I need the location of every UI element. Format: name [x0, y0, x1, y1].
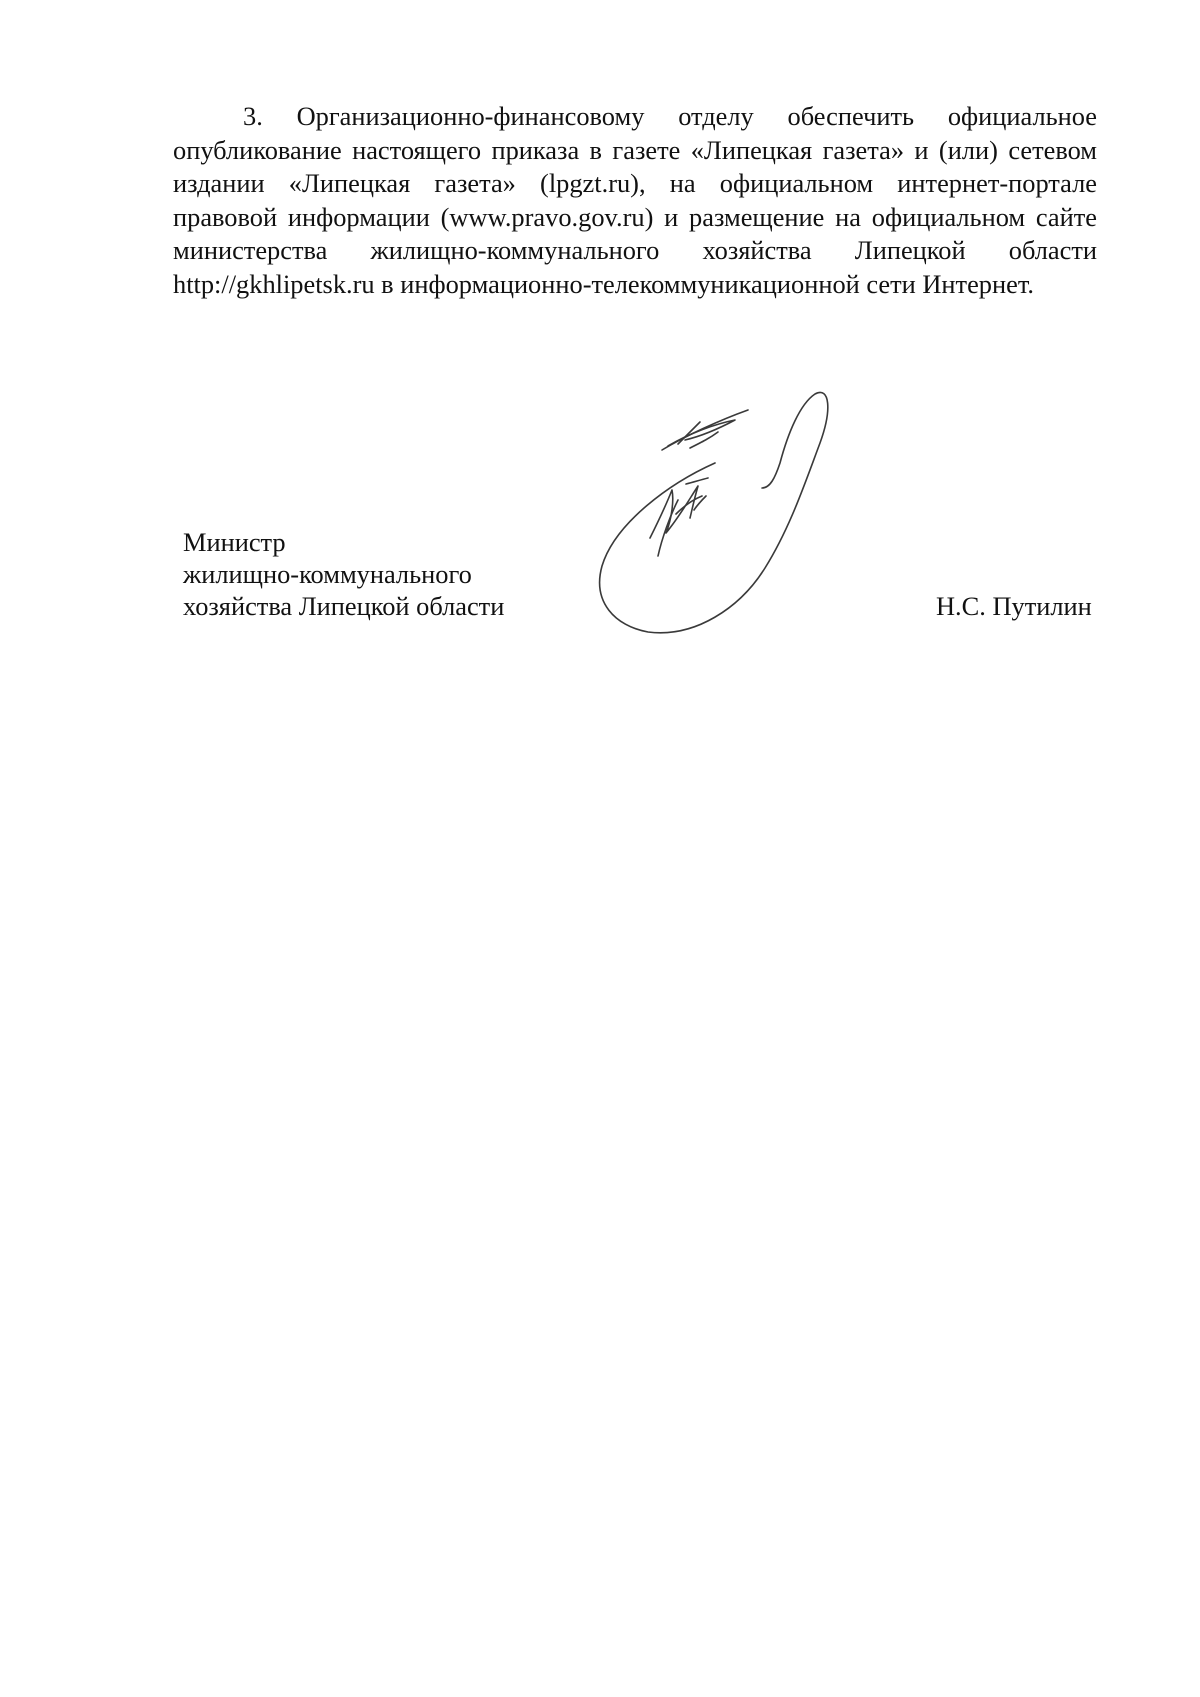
signatory-title-line3: хозяйства Липецкой области [183, 591, 505, 621]
handwritten-signature [590, 388, 870, 638]
signatory-title-line1: Министр [183, 527, 286, 557]
signatory-title-line2: жилищно-коммунального [183, 559, 472, 589]
signatory-title [183, 526, 504, 622]
signatory-name: Н.С. Путилин [936, 591, 1092, 621]
paragraph-3: 3. Организационно-финансовому отделу обеспечить официальное опубликование настоящего приказа в газете «Липецкая газета» и (или) сетевом издании «Липецкая газета» (lpgzt.ru), на официальном интернет-портале правовой информации (www.pravo.gov.ru) и размещение на официальном сайте министерства жилищно-коммунального хозяйства Липецкой области http://gkhlipetsk.ru в информационно-телекоммуникационной сети Интернет. [173, 101, 1097, 299]
